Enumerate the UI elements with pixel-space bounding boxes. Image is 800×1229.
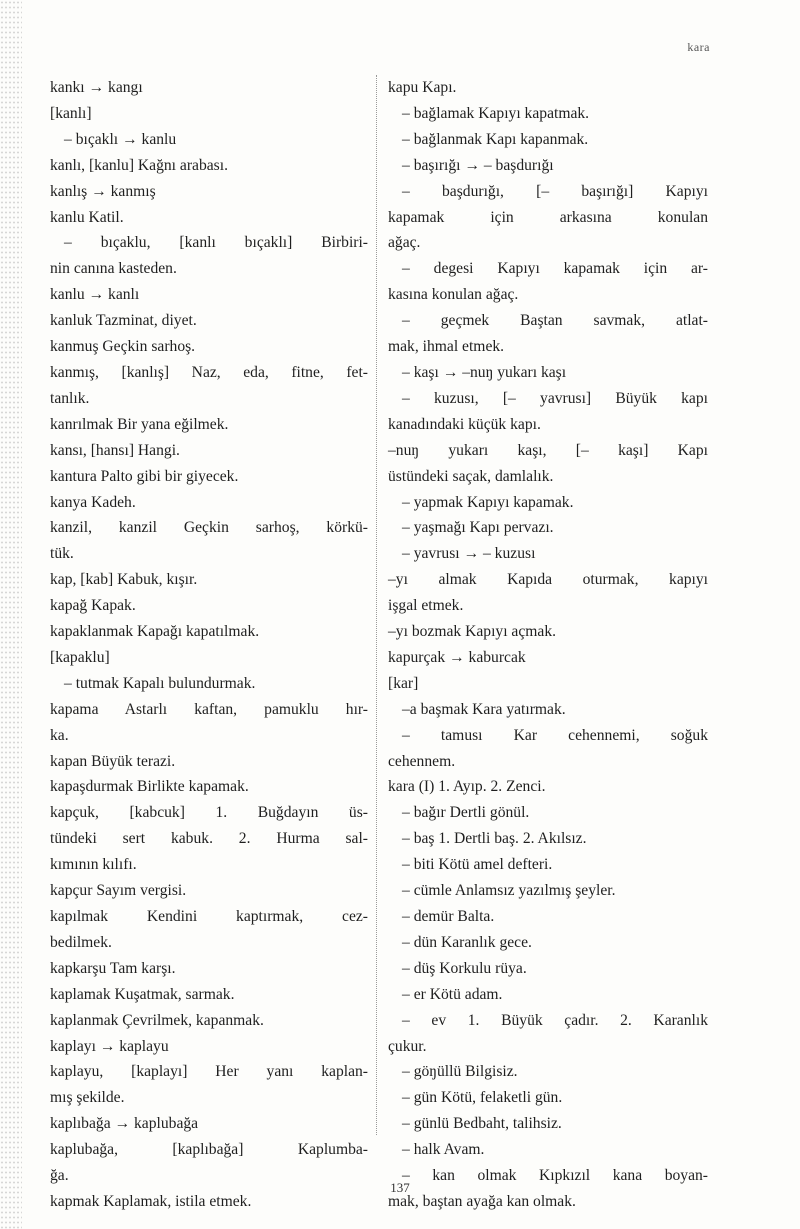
dictionary-line: kapçuk, [kabcuk] 1. Buğdayın üs- xyxy=(50,804,368,822)
dictionary-line: çukur. xyxy=(388,1037,427,1055)
dictionary-line: kanluk Tazminat, diyet. xyxy=(50,312,197,330)
dictionary-line: ağaç. xyxy=(388,234,421,252)
dictionary-line: kanrılmak Bir yana eğilmek. xyxy=(50,415,229,433)
dictionary-line: – ev 1. Büyük çadır. 2. Karanlık xyxy=(402,1011,708,1029)
dictionary-line: – bıçaklu, [kanlı bıçaklı] Birbiri- xyxy=(64,234,368,252)
dictionary-line: – degesi Kapıyı kapamak için ar- xyxy=(402,260,708,278)
dictionary-line: –a başmak Kara yatırmak. xyxy=(402,700,566,718)
dictionary-line: kara (I) 1. Ayıp. 2. Zenci. xyxy=(388,778,546,796)
dictionary-line: kaplanmak Çevrilmek, kapanmak. xyxy=(50,1011,264,1029)
dictionary-line: bedilmek. xyxy=(50,933,112,951)
dictionary-line: kapaklanmak Kapağı kapatılmak. xyxy=(50,623,260,641)
dictionary-line: – bağır Dertli gönül. xyxy=(402,804,530,822)
dictionary-line: kapan Büyük terazi. xyxy=(50,752,176,770)
dictionary-line: kaplayu, [kaplayı] Her yanı kaplan- xyxy=(50,1063,368,1081)
dictionary-line: [kapaklu] xyxy=(50,648,110,666)
dictionary-line: – tamusı Kar cehennemi, soğuk xyxy=(402,726,708,744)
dictionary-line: tük. xyxy=(50,545,74,563)
dictionary-line: kapu Kapı. xyxy=(388,79,457,96)
dictionary-line: kaplubağa, [kaplıbağa] Kaplumba- xyxy=(50,1141,368,1159)
dictionary-line: kaplamak Kuşatmak, sarmak. xyxy=(50,985,235,1003)
dictionary-line: – baş 1. Dertli baş. 2. Akılsız. xyxy=(402,830,587,848)
dictionary-line: kankı → kangı xyxy=(50,79,143,96)
dictionary-line: kaplıbağa → kaplubağa xyxy=(50,1115,199,1133)
dictionary-line: – göŋüllü Bilgisiz. xyxy=(402,1063,518,1081)
dictionary-line: kanlı, [kanlu] Kağnı arabası. xyxy=(50,156,228,174)
dictionary-line: – yapmak Kapıyı kapamak. xyxy=(402,493,574,511)
dictionary-line: kanlış → kanmış xyxy=(50,182,156,200)
dictionary-line: kanlu Katil. xyxy=(50,208,124,226)
dictionary-line: kanmış, [kanlış] Naz, eda, fitne, fet- xyxy=(50,363,368,381)
dictionary-line: – düş Korkulu rüya. xyxy=(402,959,527,977)
scan-edge-noise xyxy=(0,0,22,1229)
dictionary-line: nin canına kasteden. xyxy=(50,260,177,278)
dictionary-line: kapamak için arkasına konulan xyxy=(388,208,708,226)
dictionary-line: mak, ihmal etmek. xyxy=(388,338,505,356)
dictionary-line: kap, [kab] Kabuk, kışır. xyxy=(50,571,198,589)
dictionary-line: – biti Kötü amel defteri. xyxy=(402,856,553,874)
column-divider xyxy=(376,75,377,1135)
page-number: 137 xyxy=(390,1180,410,1195)
dictionary-line: ka. xyxy=(50,726,69,744)
dictionary-line: kanlu → kanlı xyxy=(50,286,140,304)
scan-top-noise xyxy=(380,0,800,8)
dictionary-line: tanlık. xyxy=(50,389,90,407)
dictionary-line: – kuzusı, [– yavrusı] Büyük kapı xyxy=(402,389,708,407)
dictionary-line: üstündeki saçak, damlalık. xyxy=(388,467,554,485)
dictionary-line: – halk Avam. xyxy=(402,1141,485,1159)
dictionary-line: mak, baştan ayağa kan olmak. xyxy=(388,1192,576,1210)
dictionary-line: kapmak Kaplamak, istila etmek. xyxy=(50,1192,252,1210)
dictionary-line: –yı bozmak Kapıyı açmak. xyxy=(388,623,557,641)
dictionary-line: tündeki sert kabuk. 2. Hurma sal- xyxy=(50,830,368,848)
dictionary-line: kapama Astarlı kaftan, pamuklu hır- xyxy=(50,700,368,718)
dictionary-column-left xyxy=(50,75,368,1215)
dictionary-line: ğa. xyxy=(50,1167,69,1185)
dictionary-line: kapaşdurmak Birlikte kapamak. xyxy=(50,778,249,796)
dictionary-line: – gün Kötü, felaketli gün. xyxy=(402,1089,563,1107)
dictionary-line: – başırığı → – başdurığı xyxy=(402,156,554,174)
dictionary-line: – günlü Bedbaht, talihsiz. xyxy=(402,1115,562,1133)
dictionary-line: – yaşmağı Kapı pervazı. xyxy=(402,519,554,537)
dictionary-column-right xyxy=(388,75,708,1215)
dictionary-line: kantura Palto gibi bir giyecek. xyxy=(50,467,239,485)
dictionary-line: kasına konulan ağaç. xyxy=(388,286,519,304)
dictionary-line: – başdurığı, [– başırığı] Kapıyı xyxy=(402,182,708,200)
dictionary-line: [kanlı] xyxy=(50,104,92,122)
dictionary-line: kanya Kadeh. xyxy=(50,493,136,511)
dictionary-line: kapurçak → kaburcak xyxy=(388,648,526,666)
dictionary-line: kapağ Kapak. xyxy=(50,597,136,615)
dictionary-line: – geçmek Baştan savmak, atlat- xyxy=(402,312,708,330)
dictionary-line: kaplayı → kaplayu xyxy=(50,1037,169,1055)
dictionary-line: mış şekilde. xyxy=(50,1089,125,1107)
dictionary-line: – er Kötü adam. xyxy=(402,985,503,1003)
dictionary-line: – tutmak Kapalı bulundurmak. xyxy=(64,674,256,692)
dictionary-line: –yı almak Kapıda oturmak, kapıyı xyxy=(388,571,708,589)
dictionary-line: kımının kılıfı. xyxy=(50,856,137,874)
dictionary-line: – bağlanmak Kapı kapanmak. xyxy=(402,130,589,148)
dictionary-line: kanzil, kanzil Geçkin sarhoş, körkü- xyxy=(50,519,368,537)
dictionary-line: –nuŋ yukarı kaşı, [– kaşı] Kapı xyxy=(388,441,708,459)
dictionary-line: – demür Balta. xyxy=(402,908,495,925)
dictionary-line: – bıçaklı → kanlu xyxy=(64,130,177,148)
dictionary-line: kapılmak Kendini kaptırmak, cez- xyxy=(50,908,368,925)
dictionary-line: kanadındaki küçük kapı. xyxy=(388,415,541,433)
dictionary-line: – cümle Anlamsız yazılmış şeyler. xyxy=(402,882,616,900)
dictionary-line: – kaşı → –nuŋ yukarı kaşı xyxy=(402,363,567,381)
dictionary-line: – kan olmak Kıpkızıl kana boyan- xyxy=(402,1167,708,1185)
dictionary-line: kansı, [hansı] Hangi. xyxy=(50,441,180,459)
dictionary-line: kapkarşu Tam karşı. xyxy=(50,959,176,977)
dictionary-line: – dün Karanlık gece. xyxy=(402,933,532,951)
dictionary-line: kanmuş Geçkin sarhoş. xyxy=(50,338,196,356)
dictionary-line: [kar] xyxy=(388,674,419,692)
dictionary-line: – bağlamak Kapıyı kapatmak. xyxy=(402,104,590,122)
dictionary-line: – yavrusı → – kuzusı xyxy=(402,545,536,563)
dictionary-line: kapçur Sayım vergisi. xyxy=(50,882,187,900)
dictionary-line: cehennem. xyxy=(388,752,456,770)
running-head: kara xyxy=(687,40,710,54)
dictionary-line: işgal etmek. xyxy=(388,597,464,615)
